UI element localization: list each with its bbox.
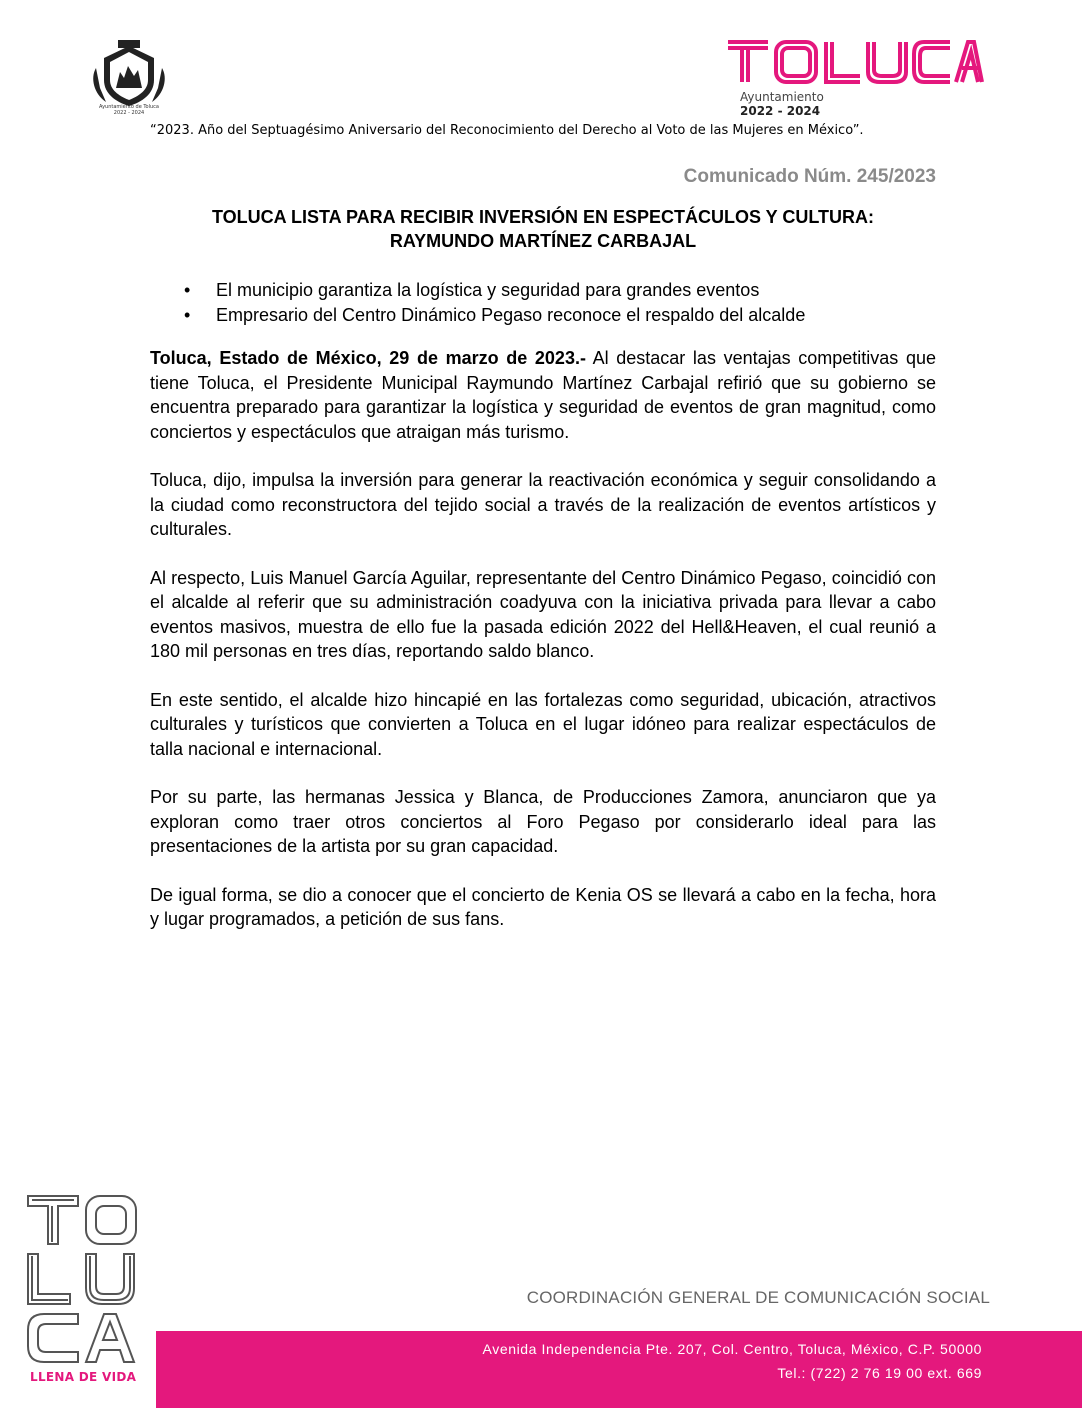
footer-telephone: Tel.: (722) 2 76 19 00 ext. 669	[777, 1365, 982, 1381]
brand-years: 2022 - 2024	[740, 104, 821, 118]
headline	[150, 205, 936, 253]
paragraph-2: Toluca, dijo, impulsa la inversión para generar la reactivación económica y seguir consolidando a la ciudad como reconstructora del tejido social a través de la realización de eventos artísticos y culturales.	[150, 470, 936, 539]
headline-line-1: TOLUCA LISTA PARA RECIBIR INVERSIÓN EN ESPECTÁCULOS Y CULTURA:	[211, 207, 875, 227]
footer-address: Avenida Independencia Pte. 207, Col. Centro, Toluca, México, C.P. 50000	[482, 1341, 982, 1357]
paragraph-1	[150, 346, 936, 444]
dateline: Toluca, Estado de México, 29 de marzo de 2023.-	[150, 348, 586, 368]
bullet-item: • Empresario del Centro Dinámico Pegaso reconoce el respaldo del alcalde	[184, 303, 805, 328]
paragraph-6: De igual forma, se dio a conocer que el concierto de Kenia OS se llevará a cabo en la fecha, hora y lugar programados, a petición de sus fans.	[150, 884, 936, 929]
paragraph-5: Por su parte, las hermanas Jessica y Blanca, de Producciones Zamora, anunciaron que ya exploran como traer otros conciertos al Foro Pegaso por considerarlo ideal para las presentaciones de la artista por su gran capacidad.	[150, 787, 936, 856]
seal-caption-years: 2022 - 2024	[113, 110, 145, 116]
brand-subtitle: Ayuntamiento	[740, 90, 824, 104]
paragraph-1-text: Al destacar las ventajas competitivas que tiene Toluca, el Presidente Municipal Raymundo Martínez Carbajal refirió que su gobierno se encuentra preparado para garantizar la logística y seguridad de eventos de gran magnitud, como conciertos y espectáculos que atraigan más turismo.	[150, 348, 936, 442]
institutional-motto: “2023. Año del Septuagésimo Aniversario del Reconocimiento del Derecho al Voto de las Mujeres en México”.	[150, 123, 864, 138]
headline-line-2: RAYMUNDO MARTÍNEZ CARBAJAL	[389, 231, 697, 251]
article-body	[150, 346, 936, 956]
summary-bullets	[184, 278, 805, 328]
bullet-item: • El municipio garantiza la logística y seguridad para grandes eventos	[184, 278, 805, 303]
paragraph-4: En este sentido, el alcalde hizo hincapié en las fortalezas como seguridad, ubicación, atractivos culturales y turísticos que convierten a Toluca en el lugar idóneo para realizar espectáculos de talla nacional e internacional.	[150, 689, 936, 759]
seal-caption-name: Ayuntamiento de Toluca	[99, 104, 159, 110]
paragraph-3: Al respecto, Luis Manuel García Aguilar, representante del Centro Dinámico Pegaso, coincidió con el alcalde al referir que su administración coadyuva con la iniciativa privada para llevar a cabo eventos masivos, muestra de ello fue la pasada edición 2022 del Hell&Heaven, el cual reunió a 180 mil personas en tres días, reportando saldo blanco.	[150, 567, 936, 661]
seal-caption	[86, 104, 172, 116]
coordinacion-label: COORDINACIÓN GENERAL DE COMUNICACIÓN SOCIAL	[526, 1288, 990, 1307]
toluca-stacked-outline-logo	[24, 1192, 148, 1368]
comunicado-number: Comunicado Núm. 245/2023	[683, 166, 936, 187]
tagline: LLENA DE VIDA	[30, 1370, 137, 1384]
